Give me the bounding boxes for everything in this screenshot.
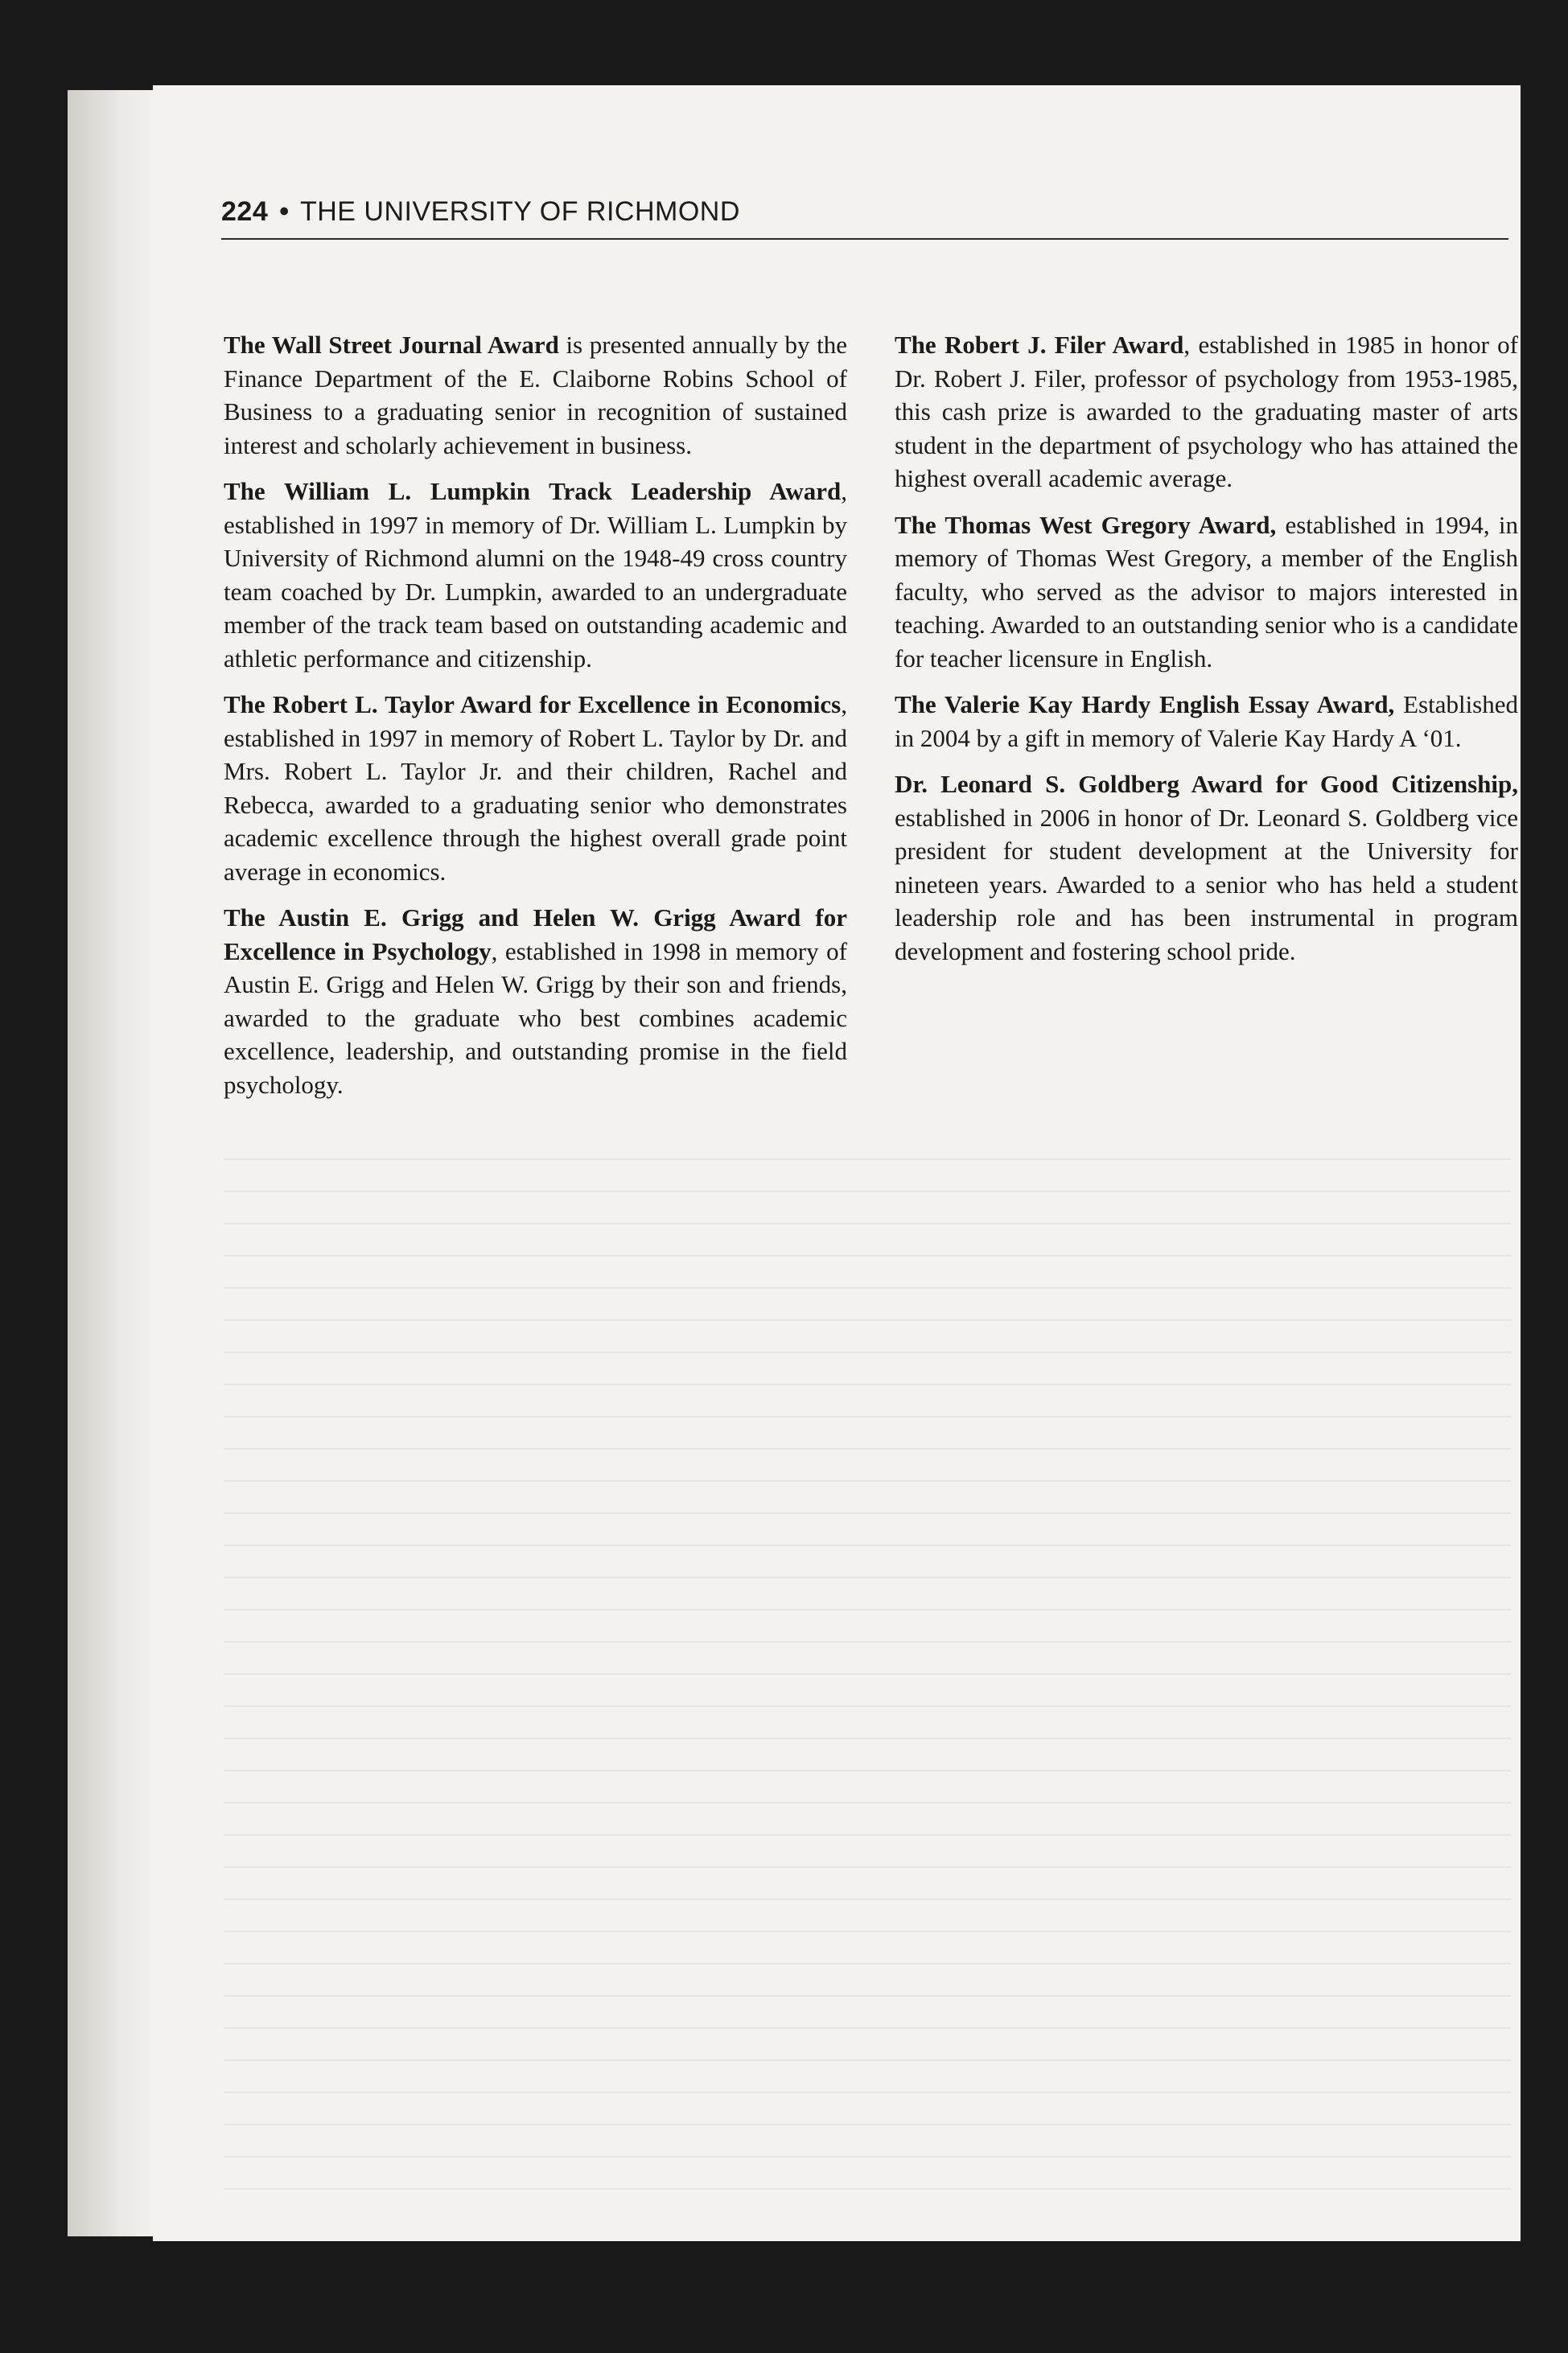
award-description: established in 1994, in memory of Thomas West Gregory, a member of the English faculty, who served as the advisor to majors interested in teaching. Awarded to an outstanding senior who is a candidate for teacher licensure in English. xyxy=(895,510,1518,673)
page-number: 224 xyxy=(221,196,269,227)
page-edge-shadow xyxy=(68,90,156,2236)
award-name: The Wall Street Journal Award xyxy=(224,331,559,359)
award-entry xyxy=(895,508,1518,676)
award-name: The Robert L. Taylor Award for Excellence in Economics xyxy=(224,690,842,718)
award-entry xyxy=(895,328,1518,496)
award-description: established in 2006 in honor of Dr. Leonard S. Goldberg vice president for student development at the University for nineteen years. Awarded to a senior who has held a student leadership role and has been instrumental in program development and fostering school pride. xyxy=(895,803,1518,965)
award-description: , established in 1997 in memory of Dr. William L. Lumpkin by University of Richmond alumni on the 1948-49 cross country team coached by Dr. Lumpkin, awarded to an undergraduate member of the track team based on outstanding academic and athletic performance and citizenship. xyxy=(224,477,847,673)
award-entry xyxy=(895,767,1518,968)
award-description: , established in 1985 in honor of Dr. Robert J. Filer, professor of psychology from 1953-1985, this cash prize is awarded to the graduating master of arts student in the department of psychology who has attained the highest overall academic average. xyxy=(895,331,1518,492)
bleed-through-text xyxy=(224,1158,1511,2204)
left-column xyxy=(224,328,847,1114)
award-entry xyxy=(224,688,847,888)
running-title: THE UNIVERSITY OF RICHMOND xyxy=(299,196,740,227)
award-entry xyxy=(224,475,847,675)
running-header xyxy=(221,196,1508,228)
award-name: The Thomas West Gregory Award, xyxy=(895,510,1277,539)
award-name: Dr. Leonard S. Goldberg Award for Good Citizenship, xyxy=(895,770,1518,798)
right-column xyxy=(895,328,1518,981)
award-description: is presented annually by the Finance Department of the E. Claiborne Robins School of Business to a graduating senior in recognition of sustained interest and scholarly achievement in business. xyxy=(224,331,847,459)
header-separator: • xyxy=(279,196,290,227)
award-entry xyxy=(224,901,847,1101)
award-name: The Valerie Kay Hardy English Essay Award, xyxy=(895,690,1395,718)
award-name: The Austin E. Grigg and Helen W. Grigg Award for Excellence in Psychology xyxy=(224,903,847,965)
award-description: , established in 1998 in memory of Austin E. Grigg and Helen W. Grigg by their son and friends, awarded to the graduate who best combines academic excellence, leadership, and outstanding promise in the field psychology. xyxy=(224,936,847,1099)
award-entry xyxy=(224,328,847,462)
award-description: , established in 1997 in memory of Robert L. Taylor by Dr. and Mrs. Robert L. Taylor Jr. and their children, Rachel and Rebecca, awarded to a graduating senior who demonstrates academic excellence through the highest overall grade point average in economics. xyxy=(224,690,847,886)
award-entry xyxy=(895,688,1518,755)
award-name: The Robert J. Filer Award xyxy=(895,331,1184,359)
award-description: Established in 2004 by a gift in memory of Valerie Kay Hardy A ‘01. xyxy=(895,690,1519,752)
award-name: The William L. Lumpkin Track Leadership Award xyxy=(224,477,842,505)
header-rule xyxy=(221,238,1508,240)
